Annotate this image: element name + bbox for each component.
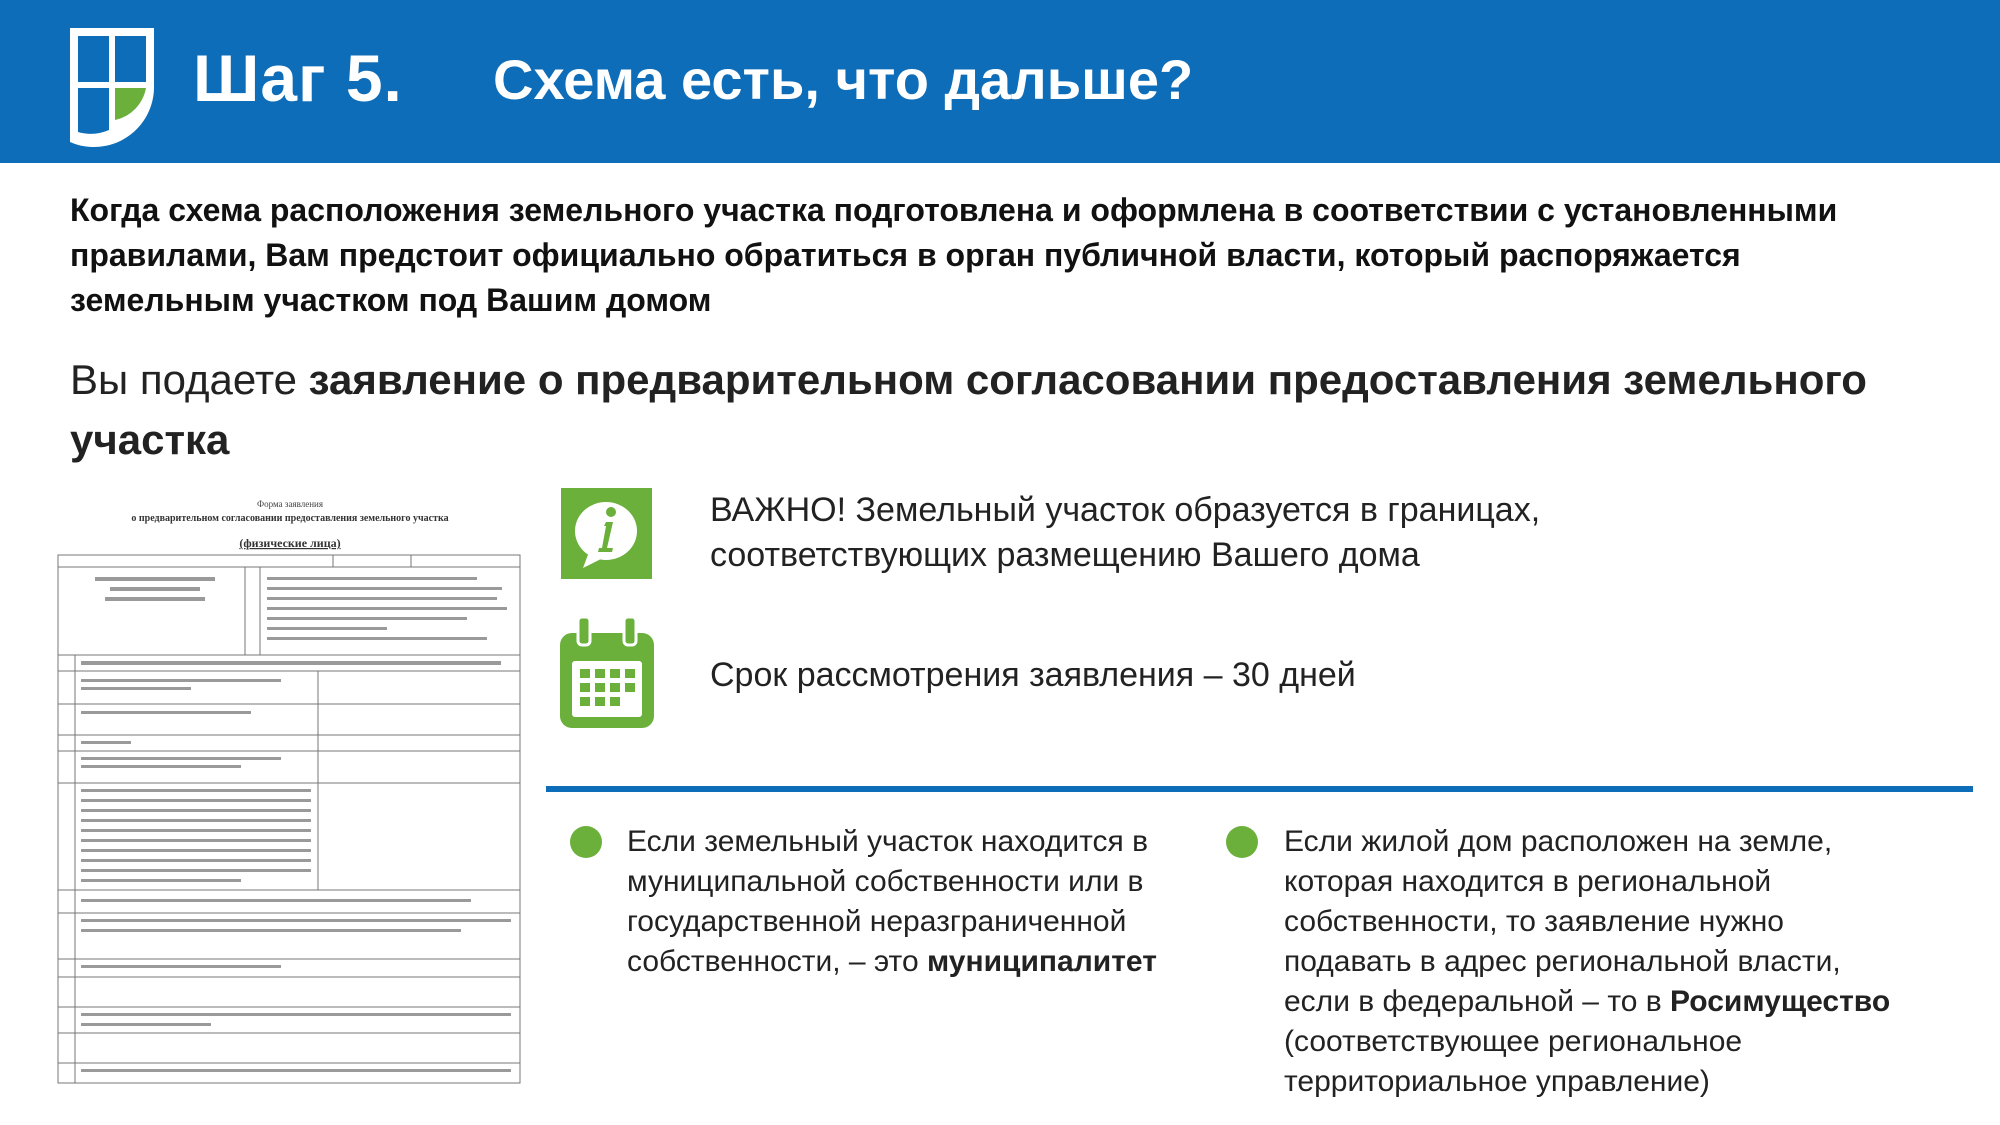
federal-authority: Росимущество [1670, 985, 1891, 1018]
step-number: Шаг 5. [193, 41, 403, 115]
application-form-image [55, 495, 525, 1087]
form-heading: о предварительном согласовании предоставления земельного участка [131, 513, 449, 524]
bullet-dot [570, 826, 602, 858]
bullet-dot [1226, 826, 1258, 858]
logo-icon [62, 20, 162, 150]
regional-case-tail: (соответствующее региональное территориальное управление) [1284, 1025, 1743, 1098]
application-prefix: Вы подаете [70, 356, 309, 403]
page-title: Схема есть, что дальше? [493, 48, 1194, 111]
regional-case-text: Если жилой дом расположен на земле, которая находится в региональной собственности, то заявление нужно подавать в адрес региональной власти, если в федеральной – то в [1284, 825, 1841, 1018]
header-bar [0, 0, 2000, 163]
important-note: ВАЖНО! Земельный участок образуется в границах, соответствующих размещению Вашего дома [710, 491, 1541, 574]
form-subheading: (физические лица) [239, 536, 341, 550]
section-divider [546, 786, 1973, 792]
intro-paragraph: Когда схема расположения земельного участка подготовлена и оформлена в соответствии с установленными правилами, Вам предстоит официально обратиться в орган публичной власти, который распоряжается земельным участком под Вашим домом [70, 192, 1838, 318]
municipal-authority: муниципалитет [926, 945, 1157, 978]
form-caption: Форма заявления [257, 499, 323, 509]
application-statement [70, 350, 1970, 470]
calendar-icon [558, 615, 656, 730]
review-term: Срок рассмотрения заявления – 30 дней [710, 656, 1356, 694]
municipal-case-text: Если земельный участок находится в муниципальной собственности или в государственной неразграниченной собственности, – это [627, 825, 1149, 978]
info-icon [561, 488, 652, 579]
municipal-case [627, 822, 1207, 982]
application-type: заявление о предварительном согласовании предоставления земельного участка [70, 356, 1867, 463]
regional-case [1284, 822, 1894, 1102]
